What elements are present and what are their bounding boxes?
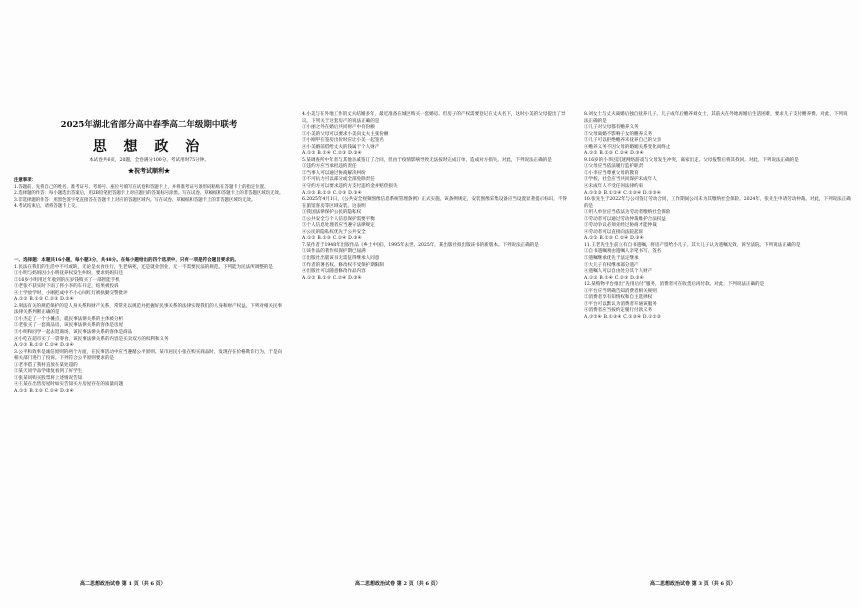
question-statement: ①小丽之外在婚后共同财产中有份额: [302, 125, 375, 131]
answer-options: A.①② B.①③ C.②④ D.③④: [584, 151, 644, 157]
question-statement: ②出版社出版该书无需征得继承人同意: [302, 256, 380, 262]
question-statement: ④公民的隐私权优先于公共安全: [302, 229, 366, 235]
answer-options: A.①② B.①③ C.②④ D.③④: [14, 343, 74, 349]
question-statement: ②某天同学品学康复看到了好学生: [14, 369, 83, 375]
question-statement: ③小明和同学一起去逛商场，该民事法律关系的客体是商品: [14, 330, 133, 336]
question-statement: ③大儿子有权继承部分遗产: [584, 262, 639, 268]
question-statement: ④遗嘱人可以自由处分其个人财产: [584, 269, 653, 275]
question-statement: ③平台可以默认为消费者开通该服务: [584, 301, 657, 307]
question-statement: ②消费者享有知情权和自主选择权: [584, 295, 653, 301]
question-statement: ②遗嘱继承优先于法定继承: [584, 256, 639, 262]
question-list: [584, 112, 852, 322]
question-stem: 1.民法在我们的生活中不可或缺，无论是衣食住行，生老病死，还是就业创业，无一不需要民法的规范。下列能为民法所调整的是: [14, 264, 273, 270]
answer-options: A.①②④ B.①③④ C.②③④ D.①②③: [584, 314, 662, 320]
page-footer-2: 高二思想政治试卷 第 2 页（共 6 页）: [355, 581, 441, 587]
section-title: 一、选择题：本题共16小题，每小题3分，共48分。在每小题给出的四个选项中，只有一项是符合题目要求的。: [14, 258, 239, 263]
question-statement: ①自书遗嘱须由遗嘱人亲笔书写、签名: [584, 249, 662, 255]
question-statement: ①违约方应当承担违约责任: [302, 164, 357, 170]
question-stem: 4.小美与在外地工作的丈夫结婚多年，最近准备在城区购买一套婚房。但房子的产权需要登记在丈夫名下，这时小美的父母提出了异议。下列关于这套房产的说法正确的是: [302, 112, 566, 124]
question-statement: ③个人信息处理者应当遵守法律规定: [302, 223, 375, 229]
question-statement: ②劳动者可以通过劳动仲裁维护合法权益: [584, 216, 666, 222]
question-statement: ③学校、社会应当共同保护未成年人: [584, 177, 657, 183]
notice-item: 1.答题前，先将自己的姓名、准考证号、考场号、座位号填写在试卷和答题卡上，并将准考证号条形码粘贴在答题卡上的指定位置。: [14, 184, 269, 190]
question-statement: ③儿子可以拒绝赡养未抚养自己的父亲: [584, 138, 662, 144]
question-statement: ①平台应当明确告知消费者相关规则: [584, 288, 657, 294]
question-statement: ①用人单位应当依法为劳动者缴纳社会保险: [584, 210, 671, 216]
question-stem: 7.某作者于1948年出版作品《乡土中国》，1995年去世。2025年，某出版社拟出版该书的新版本。下列说法正确的是: [302, 242, 539, 248]
page-footer-3: 高二思想政治试卷 第 3 页（共 6 页）: [650, 581, 736, 587]
question-stem: 5.某调查所中年者与其他亲戚签订了合同，但由于疫情影响导致无法按时完成订单，造成对方损失。对此，下列说法正确的是: [302, 157, 552, 163]
answer-options: A.①② B.①③ C.②④ D.③④: [302, 236, 362, 242]
question-stem: 10.张先生于2022年与公司签订劳动合同，工作期间公司未为其缴纳社会保险。2024年，张先生申请劳动仲裁。对此，下列说法正确的是: [584, 197, 851, 209]
question-list: [14, 265, 284, 396]
question-statement: ③劳动争议必须先经过协商才能仲裁: [584, 223, 657, 229]
question-statement: ③小刚甲在签房出价时应让小美一起签名: [302, 138, 384, 144]
question-statement: ④王某在出售房屋时如实告知买方房屋存在的质量问题: [14, 382, 124, 388]
answer-options: A.①② B.①③ C.②④ D.③④: [584, 236, 644, 242]
question-statement: ④赡养义务不因父母的婚姻关系变化而终止: [584, 144, 671, 150]
question-statement: ②小李应当尊重父母的教育: [584, 170, 639, 176]
answer-options: A.①②③ B.①②④ C.①③④ D.②③④: [584, 190, 662, 196]
question-statement: ④出版社可以随意修改作品内容: [302, 269, 366, 275]
question-statement: ④上学放学时，小刚把成中不小心闯红灯被执勤交警批评: [14, 290, 128, 296]
question-statement: ④小美婚前借给丈夫的钱属于个人财产: [302, 144, 380, 150]
notice-item: 2.选择题的作答：每小题选出答案后，用2B铅笔把答题卡上对应题目的答案标号涂黑。写在试卷、草稿纸和答题卡上的非答题区域均无效。: [14, 191, 284, 197]
exam-banner: ★祝考试顺利★: [127, 168, 170, 175]
question-statement: ④守约方可以要求违约方支付违约金并赔偿损失: [302, 184, 398, 190]
answer-options: A.①② B.①④ C.②③ D.③④: [584, 275, 644, 281]
question-statement: ①该作品的著作权保护期已届满: [302, 249, 366, 255]
question-statement: ②父母离婚不影响子女的赡养义务: [584, 131, 653, 137]
subject-title: 思 想 政 治: [92, 139, 206, 155]
answer-options: A.①② B.①③ C.②③ D.②④: [14, 297, 74, 303]
notice-item: 4.考试结束后，请将答题卡上交。: [14, 204, 80, 210]
question-statement: ①我国法律保护公民的隐私权: [302, 210, 362, 216]
question-statement: ①小明与妈妈因小小明抚养权发生纠纷，要求妈妈归还: [14, 271, 124, 277]
question-statement: ①父母应当依法履行监护职责: [584, 164, 644, 170]
question-statement: ④未成年人不受任何法律约束: [584, 184, 644, 190]
question-statement: ②16岁小明用过年收到的压岁钱购买了一部智能手机: [14, 277, 120, 283]
question-stem: 11.王老先生生前立有自书遗嘱，将房产留给小儿子。其大儿子认为遗嘱无效，诉至法院。下列说法正确的是: [584, 242, 801, 248]
question-stem: 3.公平和效率是诚信原则的两个方面，在民事活动中应当遵循公平原则。某市居民小张在购买商品时，发现存在价格欺诈行为，于是向相关部门进行了投诉。下列符合公平原则要求的是: [14, 349, 283, 362]
question-statement: ②公共安全与个人信息保护需要平衡: [302, 216, 375, 222]
question-stem: 9.16岁的小李因沉迷网络游戏与父母发生冲突，离家出走。父母报警后将其找回。对此，下列说法正确的是: [584, 157, 799, 163]
notice-title: 注意事项：: [14, 178, 36, 183]
question-statement: ①小杰走了一个小摊点，就民事法律关系的主体被分析: [14, 316, 124, 322]
answer-options: A.①② B.①④ C.②③ D.③④: [302, 151, 362, 157]
answer-options: A.①② B.①③ C.②③ D.③④: [302, 190, 362, 196]
question-statement: ③老张不获实时下雨了将小李的车开走，结果被投诉: [14, 284, 119, 290]
column-page-1: [14, 258, 284, 395]
column-page-2: [302, 112, 570, 282]
notice-item: 3.非选择题的作答：用黑色签字笔直接答在答题卡上对应的答题区域内。写在试卷、草稿纸和答题卡上的非答题区域均无效。: [14, 197, 256, 203]
question-statement: ②小美的父母可以要求小美向丈夫主张份额: [302, 131, 389, 137]
question-stem: 6.2025年4月1日，《公共安全视频图像信息系统管理条例》正式实施。该条例规定，安装图像采集设备应当设置显著提示标识，不得在旅馆客房等区域安装。这表明: [302, 197, 567, 209]
question-statement: ④劳动者可以直接向法院起诉: [584, 229, 644, 235]
exam-info: 本试卷共6页，20题，全卷满分100分。考试用时75分钟。: [89, 158, 209, 163]
question-statement: ③作者的署名权、修改权不受保护期限制: [302, 262, 384, 268]
column-page-3: [584, 112, 852, 322]
question-statement: ①儿子对父母都有赡养义务: [584, 125, 639, 131]
notice-block: [14, 178, 284, 211]
question-list: [302, 112, 570, 282]
question-statement: ④消费者应当按约定履行付款义务: [584, 308, 653, 314]
answer-options: A.①② B.①③ C.②④ D.③④: [14, 388, 74, 394]
question-stem: 8.刘女士与丈夫离婚后独自抚养儿子。儿子成年后赡养刘女士，其前夫在外地再婚后生活困难，要求儿子支付赡养费。对此，下列说法正确的是: [584, 112, 848, 124]
answer-options: A.①② B.①③ C.②④ D.③④: [302, 275, 362, 281]
exam-name: 2025年湖北省部分高中春季高二年级期中联考: [60, 120, 238, 130]
question-statement: ④小吃在超市买了一袋零食，该民事法律关系的内容是买卖双方的权利和义务: [14, 336, 169, 342]
question-statement: ②当事人可以通过协商解决纠纷: [302, 170, 366, 176]
question-statement: ③不可抗力可以部分或全部免除责任: [302, 177, 375, 183]
question-stem: 12.某购物平台推出“先用后付”服务，消费者可在收货后再付款。对此，下列说法正确的是: [584, 282, 765, 288]
question-statement: ①老李借了我村直放在某处超的: [14, 362, 78, 368]
page-footer-1: 高二思想政治试卷 第 1 页（共 6 页）: [80, 581, 166, 587]
question-stem: 2.刑法有关的规范保护的是人身关系和财产关系，常常先以规范并把握好民事关系的法律实现我们的人身和财产权益。下列对相关民事法律关系判断正确的是: [14, 303, 283, 316]
question-statement: ③张某同购买股票将上述情况告知: [14, 375, 83, 381]
question-statement: ②老张买了一套商品房，该民事法律关系的客体是房屋: [14, 323, 124, 329]
